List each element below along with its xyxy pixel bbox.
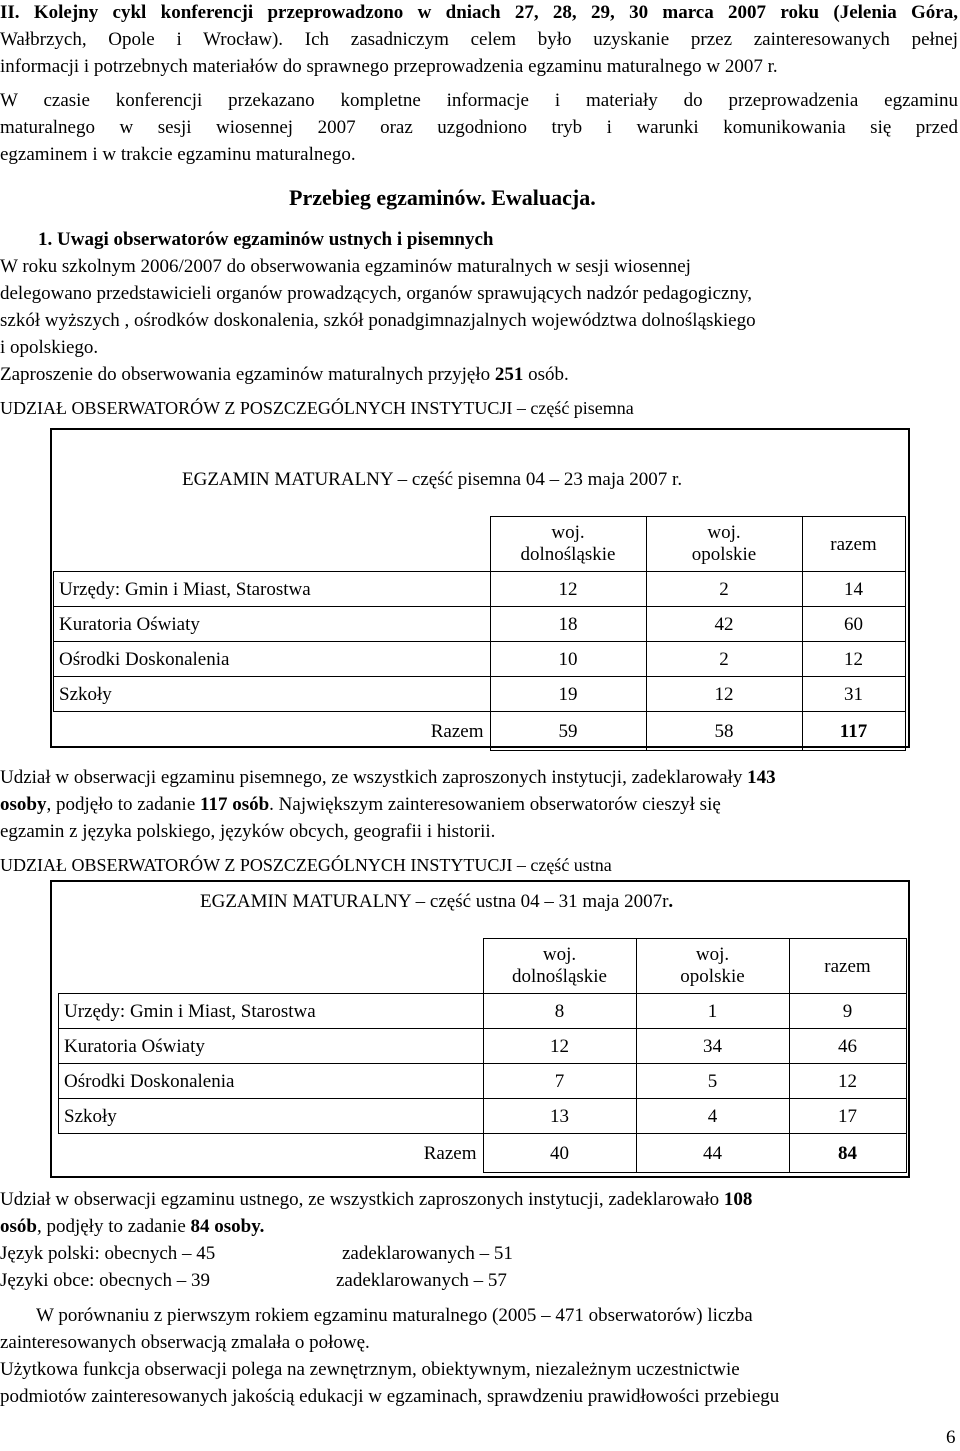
row-label: Ośrodki Doskonalenia <box>54 642 491 677</box>
intro-line-5: maturalnego w sesji wiosennej 2007 oraz uzgodniono tryb i warunki komunikowania się przed <box>0 117 958 138</box>
table-row <box>59 994 907 1029</box>
cell-opo: 1 <box>636 994 789 1029</box>
cell-opo: 2 <box>646 572 802 607</box>
total-opo: 58 <box>646 712 802 751</box>
cell-dol: 8 <box>483 994 636 1029</box>
cell-sum: 12 <box>789 1064 906 1099</box>
written-summary-line-3: egzamin z języka polskiego, języków obcych, geografii i historii. <box>0 821 496 842</box>
table-row <box>59 1029 907 1064</box>
oral-table-title: EGZAMIN MATURALNY – część ustna 04 – 31 maja 2007r. <box>200 891 674 912</box>
cell-sum: 46 <box>789 1029 906 1064</box>
col-header-dolnoslaskie: woj. dolnośląskie <box>483 939 636 994</box>
written-table <box>53 516 906 751</box>
table-row <box>54 607 906 642</box>
para1-line-5: Zaproszenie do obserwowania egzaminów maturalnych przyjęło 251 osób. <box>0 364 569 385</box>
col-header-razem: razem <box>802 517 905 572</box>
row-label: Kuratoria Oświaty <box>59 1029 484 1064</box>
cell-opo: 42 <box>646 607 802 642</box>
row-label: Szkoły <box>54 677 491 712</box>
row-label: Szkoły <box>59 1099 484 1134</box>
cell-opo: 5 <box>636 1064 789 1099</box>
foreign-stats: Języki obce: obecnych – 39 <box>0 1270 210 1291</box>
table-row <box>54 677 906 712</box>
para1-line-3: szkół wyższych , ośrodków doskonalenia, szkół ponadgimnazjalnych województwa dolnośląskiego <box>0 310 756 331</box>
foreign-declared: zadeklarowanych – 57 <box>336 1270 507 1291</box>
cell-opo: 12 <box>646 677 802 712</box>
col-header-opolskie: woj. opolskie <box>636 939 789 994</box>
cell-sum: 17 <box>789 1099 906 1134</box>
total-label: Razem <box>59 1134 484 1173</box>
total-dol: 40 <box>483 1134 636 1173</box>
table-row <box>54 642 906 677</box>
oral-summary-line-2: osób, podjęły to zadanie 84 osoby. <box>0 1216 265 1237</box>
closing-line-4: podmiotów zainteresowanych jakością edukacji w egzaminach, sprawdzeniu prawidłowości przebiegu <box>0 1386 780 1407</box>
cell-dol: 19 <box>490 677 646 712</box>
intro-line-1: II. Kolejny cykl konferencji przeprowadzono w dniach 27, 28, 29, 30 marca 2007 roku (Jelenia Góra, <box>0 2 958 23</box>
total-row <box>59 1134 907 1173</box>
cell-dol: 18 <box>490 607 646 642</box>
cell-opo: 2 <box>646 642 802 677</box>
row-label: Kuratoria Oświaty <box>54 607 491 642</box>
cell-dol: 12 <box>490 572 646 607</box>
cell-opo: 4 <box>636 1099 789 1134</box>
intro-line-2: Wałbrzych, Opole i Wrocław). Ich zasadniczym celem było uzyskanie przez zainteresowanych pełnej <box>0 29 958 50</box>
empty-cell <box>54 517 491 572</box>
total-label: Razem <box>54 712 491 751</box>
cell-dol: 12 <box>483 1029 636 1064</box>
section-heading: Przebieg egzaminów. Ewaluacja. <box>289 185 596 210</box>
cell-dol: 7 <box>483 1064 636 1099</box>
polish-declared: zadeklarowanych – 51 <box>342 1243 513 1264</box>
cell-dol: 10 <box>490 642 646 677</box>
cell-sum: 12 <box>802 642 905 677</box>
oral-table <box>58 938 907 1173</box>
col-header-dolnoslaskie: woj. dolnośląskie <box>490 517 646 572</box>
closing-line-2: zainteresowanych obserwacją zmalała o połowę. <box>0 1332 370 1353</box>
empty-cell <box>59 939 484 994</box>
para1-line-2: delegowano przedstawicieli organów prowadzących, organów sprawujących nadzór pedagogiczny, <box>0 283 752 304</box>
cell-sum: 14 <box>802 572 905 607</box>
intro-line-6: egzaminem i w trakcie egzaminu maturalnego. <box>0 144 356 165</box>
closing-line-3: Użytkowa funkcja obserwacji polega na zewnętrznym, obiektywnym, niezależnym uczestnictwie <box>0 1359 740 1380</box>
cell-sum: 9 <box>789 994 906 1029</box>
table-row <box>59 1099 907 1134</box>
row-label: Urzędy: Gmin i Miast, Starostwa <box>54 572 491 607</box>
subheading: 1. Uwagi obserwatorów egzaminów ustnych i pisemnych <box>38 229 494 250</box>
col-header-razem: razem <box>789 939 906 994</box>
col-header-opolskie: woj. opolskie <box>646 517 802 572</box>
total-sum: 117 <box>802 712 905 751</box>
para1-line-4: i opolskiego. <box>0 337 99 358</box>
polish-stats: Język polski: obecnych – 45 <box>0 1243 216 1264</box>
written-summary-line-2: osoby, podjęło to zadanie 117 osób. Największym zainteresowaniem obserwatorów cieszył się <box>0 794 721 815</box>
intro-line-4: W czasie konferencji przekazano kompletne informacje i materiały do przeprowadzenia egzaminu <box>0 90 958 111</box>
cell-opo: 34 <box>636 1029 789 1064</box>
total-dol: 59 <box>490 712 646 751</box>
cell-dol: 13 <box>483 1099 636 1134</box>
page-number: 6 <box>946 1427 956 1448</box>
cell-sum: 31 <box>802 677 905 712</box>
written-heading: UDZIAŁ OBSERWATORÓW Z POSZCZEGÓLNYCH INSTYTUCJI – część pisemna <box>0 398 634 418</box>
total-sum: 84 <box>789 1134 906 1173</box>
total-opo: 44 <box>636 1134 789 1173</box>
oral-summary-line-1: Udział w obserwacji egzaminu ustnego, ze wszystkich zaproszonych instytucji, zadeklarowało 108 <box>0 1189 753 1210</box>
intro-line-3: informacji i potrzebnych materiałów do sprawnego przeprowadzenia egzaminu maturalnego w 2007 r. <box>0 56 778 77</box>
row-label: Urzędy: Gmin i Miast, Starostwa <box>59 994 484 1029</box>
para1-line-1: W roku szkolnym 2006/2007 do obserwowania egzaminów maturalnych w sesji wiosennej <box>0 256 691 277</box>
cell-sum: 60 <box>802 607 905 642</box>
table-row <box>54 572 906 607</box>
closing-line-1: W porównaniu z pierwszym rokiem egzaminu maturalnego (2005 – 471 obserwatorów) liczba <box>36 1305 753 1326</box>
table-row <box>59 1064 907 1099</box>
total-row <box>54 712 906 751</box>
oral-heading: UDZIAŁ OBSERWATORÓW Z POSZCZEGÓLNYCH INSTYTUCJI – część ustna <box>0 855 612 875</box>
row-label: Ośrodki Doskonalenia <box>59 1064 484 1099</box>
written-summary-line-1: Udział w obserwacji egzaminu pisemnego, ze wszystkich zaproszonych instytucji, zadeklarowały 143 <box>0 767 776 788</box>
written-table-title: EGZAMIN MATURALNY – część pisemna 04 – 23 maja 2007 r. <box>182 469 683 490</box>
